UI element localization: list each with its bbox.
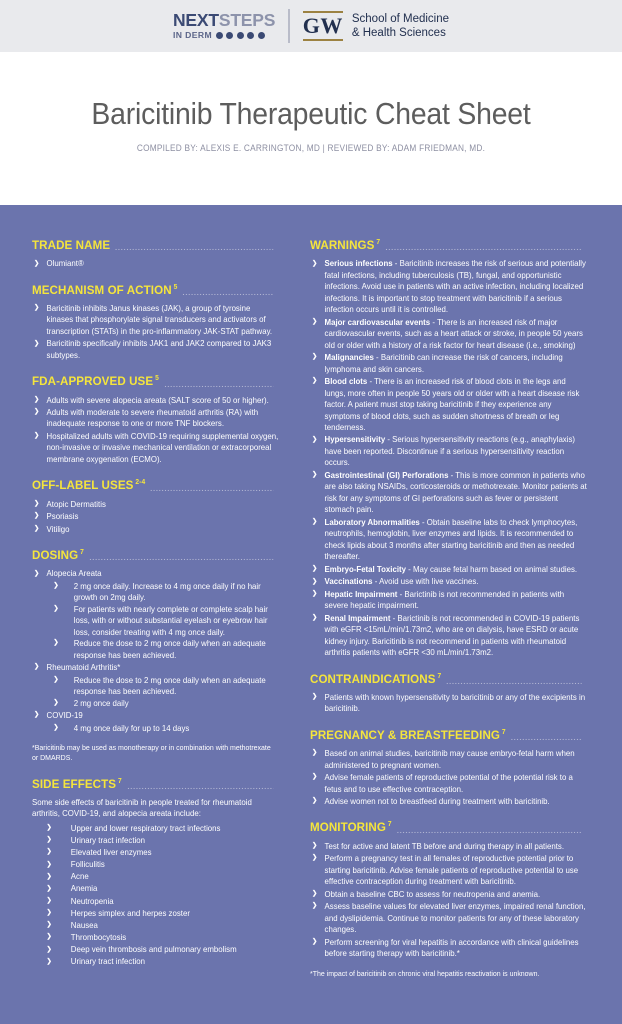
title-block — [0, 52, 622, 153]
list-item — [32, 395, 278, 406]
list-item-term: Renal Impairment — [324, 613, 391, 623]
list-item — [310, 841, 587, 852]
section-dosing — [32, 549, 286, 763]
list-item — [32, 662, 278, 709]
section-heading-superscript: 7 — [437, 672, 442, 680]
section-heading-text: FDA-APPROVED USE — [32, 374, 154, 389]
next-steps-wordmark — [172, 9, 276, 30]
in-derm-line — [173, 31, 265, 40]
bullet-list — [310, 692, 596, 715]
section-heading-pregnancy-breastfeeding — [310, 729, 582, 741]
bullet-list — [310, 258, 596, 658]
section-heading-warnings — [310, 239, 582, 251]
section-heading-superscript: 7 — [501, 728, 506, 736]
bullet-list — [32, 499, 286, 535]
list-item: ❯ Folliculitis — [32, 859, 278, 871]
section-body — [310, 258, 596, 658]
list-item-text: Assess baseline values for elevated liver enzymes, impaired renal function, and dyslipidemia. Continue to monitor patients for any of these laboratory changes. — [324, 902, 586, 935]
gw-rule-bottom — [303, 39, 343, 41]
list-item-term: Blood clots — [324, 377, 368, 387]
side-effects-list — [32, 823, 286, 969]
dot-icon — [216, 32, 223, 39]
list-item-term: Embryo-Fetal Toxicity — [324, 564, 406, 574]
section-dotted-rule — [164, 384, 274, 387]
list-item-term: Hepatic Impairment — [324, 589, 398, 599]
list-item — [310, 434, 587, 468]
list-item-text: Vitiligo — [46, 524, 70, 534]
bullet-list — [310, 841, 596, 960]
list-item-text: - Obtain baseline labs to check lymphocytes, neutrophils, hemoglobin, liver enzymes and lipids. It is recommended to check lipids about 3 months after starting baricitinib and then as needed thereafter. — [324, 517, 578, 562]
list-item-text: Rheumatoid Arthritis* — [46, 663, 121, 673]
section-heading-text: DOSING — [32, 548, 79, 563]
list-item-text: Perform a pregnancy test in all females of reproductive potential prior to starting baricitinib. Advise female patients of reproductive potential to use effective contraception during treatment with baricitinib. — [324, 854, 579, 887]
sub-list-item: ❯ For patients with nearly complete or complete scalp hair loss, with or without substantial eyelash or eyebrow hair loss, consider treating with 4 mg once daily. — [47, 604, 279, 638]
list-item-text: Advise women not to breastfeed during treatment with baricitinib. — [324, 796, 550, 806]
list-item — [32, 303, 278, 337]
list-item-text: Atopic Dermatitis — [46, 499, 106, 509]
list-item-text: - There is an increased risk of major cardiovascular events, such as a heart attack or stroke, in people 50 years old or older with a history of a risk factor for heart disease (i.e., smoking) — [324, 317, 583, 350]
section-heading-superscript: 7 — [118, 777, 122, 785]
section-heading-superscript: 7 — [387, 821, 392, 829]
list-item-term: Malignancies — [324, 353, 374, 363]
list-item — [310, 258, 587, 315]
list-item — [310, 613, 587, 659]
section-side-effects — [32, 778, 286, 969]
section-fda-approved-use — [32, 375, 286, 465]
next-steps-in-derm-logo — [172, 9, 276, 41]
section-dotted-rule — [150, 488, 273, 491]
section-heading-text: MONITORING — [310, 820, 386, 835]
list-item: ❯ Nausea — [32, 920, 278, 932]
section-heading-contraindications — [310, 673, 582, 685]
list-item — [32, 524, 278, 535]
list-item — [310, 889, 587, 900]
section-body — [32, 568, 286, 763]
dot-icon — [258, 32, 265, 39]
section-heading-mechanism-of-action — [32, 284, 273, 296]
list-item — [310, 589, 587, 612]
section-heading-superscript: 5 — [173, 283, 178, 291]
page-title: Baricitinib Therapeutic Cheat Sheet — [91, 97, 531, 131]
brand-header-bar — [0, 0, 622, 52]
list-item: ❯ Thrombocytosis — [32, 932, 278, 944]
list-item — [310, 352, 587, 375]
section-heading-side-effects — [32, 778, 273, 790]
sub-bullet-list — [47, 581, 279, 661]
bullet-list — [32, 395, 286, 466]
list-item-term: Major cardiovascular events — [324, 317, 431, 327]
gw-logo — [303, 11, 449, 40]
list-item-text: - Barictinib is not recommended in COVID-19 patients with eGFR <15mL/min/1.73m2, who are on dialysis, have ESRD or acute kidney injury. Baricitinib is not recommend in patients with rheumatoid arthritis patients with eGFR <30 mL/min/1.73m2. — [324, 613, 580, 658]
list-item-term: Gastrointestinal (GI) Perforations — [324, 470, 449, 480]
sub-bullet-list — [47, 675, 279, 709]
section-heading-text: TRADE NAME — [32, 238, 111, 252]
section-dotted-rule — [446, 681, 582, 684]
byline: COMPILED BY: ALEXIS E. CARRINGTON, MD | REVIEWED BY: ADAM FRIEDMAN, MD. — [136, 142, 486, 153]
list-item — [310, 470, 587, 516]
list-item-text: - Baricitinib increases the risk of serious and potentially fatal infections, including tuberculosis (TB), fungal, and opportunistic infections. Avoid use in patients with an active infection, including localized infections. It is important to stop treatment with baricitinib if a serious infection occurs until it is controlled. — [324, 259, 586, 315]
list-item — [32, 568, 278, 661]
list-item-text: Baricitinib inhibits Janus kinases (JAK), a group of tyrosine kinases that phosphorylate signal transducers and activators of transcription (STATs) in the pro-inflammatory JAK-STAT pathway. — [46, 303, 273, 336]
section-dotted-rule — [510, 737, 581, 740]
section-heading-superscript: 7 — [80, 549, 84, 557]
section-footnote: *The impact of baricitinib on chronic viral hepatitis reactivation is unknown. — [310, 968, 540, 978]
section-heading-text: CONTRAINDICATIONS — [310, 671, 436, 686]
list-item — [32, 431, 278, 465]
in-derm-text: IN DERM — [172, 30, 213, 41]
section-pregnancy-breastfeeding — [310, 729, 596, 808]
section-heading-fda-approved-use — [32, 375, 273, 387]
section-off-label-uses — [32, 479, 286, 535]
list-item-text: - Serious hypersensitivity reactions (e.g., anaphylaxis) have been reported. Discontinue if a serious hypersensitivity reaction occurs. — [324, 435, 576, 468]
section-body — [32, 797, 286, 969]
list-item — [310, 901, 587, 935]
list-item: ❯ Acne — [32, 871, 278, 883]
list-item: ❯ Anemia — [32, 883, 278, 895]
gw-monogram — [303, 11, 343, 40]
list-item: ❯ Upper and lower respiratory tract infections — [32, 823, 278, 835]
list-item-text: - This is more common in patients who are also taking NSAIDs, corticosteroids or methotrexate. Monitor patients at risk for any symptoms of GI perforations such as fever or persistent stomach pain. — [324, 470, 587, 515]
list-item — [310, 564, 587, 575]
list-item — [32, 258, 278, 269]
list-item-term: Hypersensitivity — [324, 435, 386, 445]
list-item: ❯ Urinary tract infection — [32, 956, 278, 968]
section-heading-superscript: 7 — [376, 239, 381, 246]
gw-letters: GW — [302, 13, 343, 39]
list-item-text: Based on animal studies, baricitinib may cause embryo-fetal harm when administered to pregnant women. — [324, 749, 575, 770]
sub-list-item: ❯ 4 mg once daily for up to 14 days — [47, 723, 279, 734]
list-item-text: Baricitinib specifically inhibits JAK1 and JAK2 compared to JAK3 subtypes. — [46, 339, 272, 360]
next-steps-next-text: NEXT — [172, 9, 219, 30]
section-dotted-rule — [396, 830, 581, 833]
list-item-text: Alopecia Areata — [46, 569, 102, 579]
section-heading-superscript: 5 — [155, 375, 159, 383]
list-item-text: Advise female patients of reproductive potential of the potential risk to a fetus and to use effective contraception. — [324, 773, 573, 794]
section-heading-monitoring — [310, 821, 582, 833]
list-item — [310, 937, 587, 960]
section-dotted-rule — [115, 247, 273, 250]
list-item-text: COVID-19 — [46, 711, 83, 721]
dot-icon — [237, 32, 244, 39]
section-body — [310, 692, 596, 715]
list-item: ❯ Neutropenia — [32, 896, 278, 908]
list-item-text: Test for active and latent TB before and during therapy in all patients. — [324, 841, 565, 851]
section-trade-name — [32, 239, 286, 270]
list-item-text: Perform screening for viral hepatitis in accordance with clinical guidelines before starting therapy with baricitinib.* — [324, 937, 579, 959]
bullet-list — [32, 303, 286, 361]
list-item — [310, 853, 587, 887]
section-footnote: *Baricitinib may be used as monotherapy or in combination with methotrexate or DMARDS. — [32, 743, 271, 763]
sub-list-item: ❯ 2 mg once daily. Increase to 4 mg once daily if no hair growth on 2mg daily. — [47, 581, 279, 604]
list-item — [310, 772, 587, 795]
list-item — [310, 796, 587, 807]
list-item: ❯ Elevated liver enzymes — [32, 847, 278, 859]
list-item: ❯ Herpes simplex and herpes zoster — [32, 908, 278, 920]
gw-school-name — [352, 12, 449, 41]
list-item-text: Adults with moderate to severe rheumatoid arthritis (RA) with inadequate response to one or more TNF blockers. — [46, 408, 259, 429]
list-item — [32, 338, 278, 361]
list-item-term: Vaccinations — [324, 577, 373, 587]
section-heading-text: OFF-LABEL USES — [32, 478, 134, 493]
sub-list-item: ❯ Reduce the dose to 2 mg once daily when an adequate response has been achieved. — [47, 675, 279, 698]
section-warnings — [310, 239, 596, 659]
section-dotted-rule — [89, 557, 274, 560]
section-heading-superscript: 2-4 — [135, 479, 146, 487]
gw-school-line1: School of Medicine — [351, 12, 450, 25]
next-steps-steps-text: STEPS — [218, 9, 276, 30]
logo-divider — [288, 9, 290, 43]
list-item-text: - There is an increased risk of blood clots in the legs and lungs, more often in people 50 years old or older with a heart disease risk factor. A patient must stop taking baricitinib if they experience any symptoms of blood clots, such as sudden shortness of breath or leg tenderness. — [324, 377, 580, 432]
section-heading-trade-name — [32, 239, 273, 251]
list-item-term: Serious infections — [324, 259, 393, 269]
section-heading-text: PREGNANCY & BREASTFEEDING — [310, 727, 501, 742]
bullet-list — [32, 258, 286, 269]
list-item — [32, 710, 278, 734]
list-item-text: Adults with severe alopecia areata (SALT score of 50 or higher). — [46, 395, 269, 405]
list-item — [310, 576, 587, 587]
logo-group — [173, 9, 449, 43]
section-body — [310, 841, 596, 979]
dot-icon — [247, 32, 254, 39]
section-body — [310, 748, 596, 807]
section-heading-dosing — [32, 549, 273, 561]
right-column — [310, 239, 596, 1024]
list-item-text: - Avoid use with live vaccines. — [372, 577, 479, 587]
section-body — [32, 303, 286, 361]
gw-school-line2: & Health Sciences — [351, 27, 446, 39]
section-heading-off-label-uses — [32, 479, 273, 491]
sub-list-item: ❯ 2 mg once daily — [47, 698, 279, 709]
section-heading-text: MECHANISM OF ACTION — [32, 282, 172, 297]
list-item-text: - May cause fetal harm based on animal studies. — [405, 564, 578, 574]
list-item: ❯ Deep vein thrombosis and pulmonary embolism — [32, 944, 278, 956]
section-dotted-rule — [182, 292, 273, 295]
list-item-text: - Baricitinib can increase the risk of cancers, including lymphoma and skin cancers. — [324, 353, 563, 374]
section-monitoring — [310, 821, 596, 978]
list-item — [310, 748, 587, 771]
list-item — [310, 317, 587, 351]
list-item-text: Psoriasis — [46, 512, 79, 522]
list-item — [310, 376, 587, 433]
section-body — [32, 258, 286, 269]
list-item-text: Hospitalized adults with COVID-19 requiring supplemental oxygen, non-invasive or invasive mechanical ventilation or extracorporeal membrane oxygenation (ECMO). — [46, 431, 279, 464]
list-item — [32, 407, 278, 430]
section-lead-text: Some side effects of baricitinib in people treated for rheumatoid arthritis, COVID-19, and alopecia areata include: — [32, 797, 252, 819]
list-item — [32, 499, 278, 510]
sub-bullet-list — [47, 723, 279, 734]
list-item — [310, 517, 587, 563]
list-item-text: Olumiant® — [46, 259, 84, 269]
sub-list-item: ❯ Reduce the dose to 2 mg once daily when an adequate response has been achieved. — [47, 638, 279, 661]
left-column — [32, 239, 286, 1024]
section-body — [32, 499, 286, 535]
section-dotted-rule — [385, 247, 582, 250]
list-item: ❯ Urinary tract infection — [32, 835, 278, 847]
list-item — [310, 692, 587, 715]
content-panel — [0, 205, 622, 1024]
list-item-text: Obtain a baseline CBC to assess for neutropenia and anemia. — [324, 889, 541, 899]
section-dotted-rule — [127, 786, 274, 789]
list-item-term: Laboratory Abnormalities — [324, 517, 420, 527]
list-item-text: - Barictinib is not recommended in patients with severe hepatic impairment. — [324, 589, 565, 611]
section-body — [32, 395, 286, 466]
dot-icon — [226, 32, 233, 39]
list-item-text: Patients with known hypersensitivity to baricitinib or any of the excipients in baricitinib. — [324, 692, 586, 714]
list-item — [32, 511, 278, 522]
bullet-list — [310, 748, 596, 807]
section-heading-text: WARNINGS — [310, 238, 375, 252]
section-contraindications — [310, 673, 596, 715]
bullet-list — [32, 568, 286, 734]
section-mechanism-of-action — [32, 284, 286, 362]
section-heading-text: SIDE EFFECTS — [32, 776, 117, 791]
